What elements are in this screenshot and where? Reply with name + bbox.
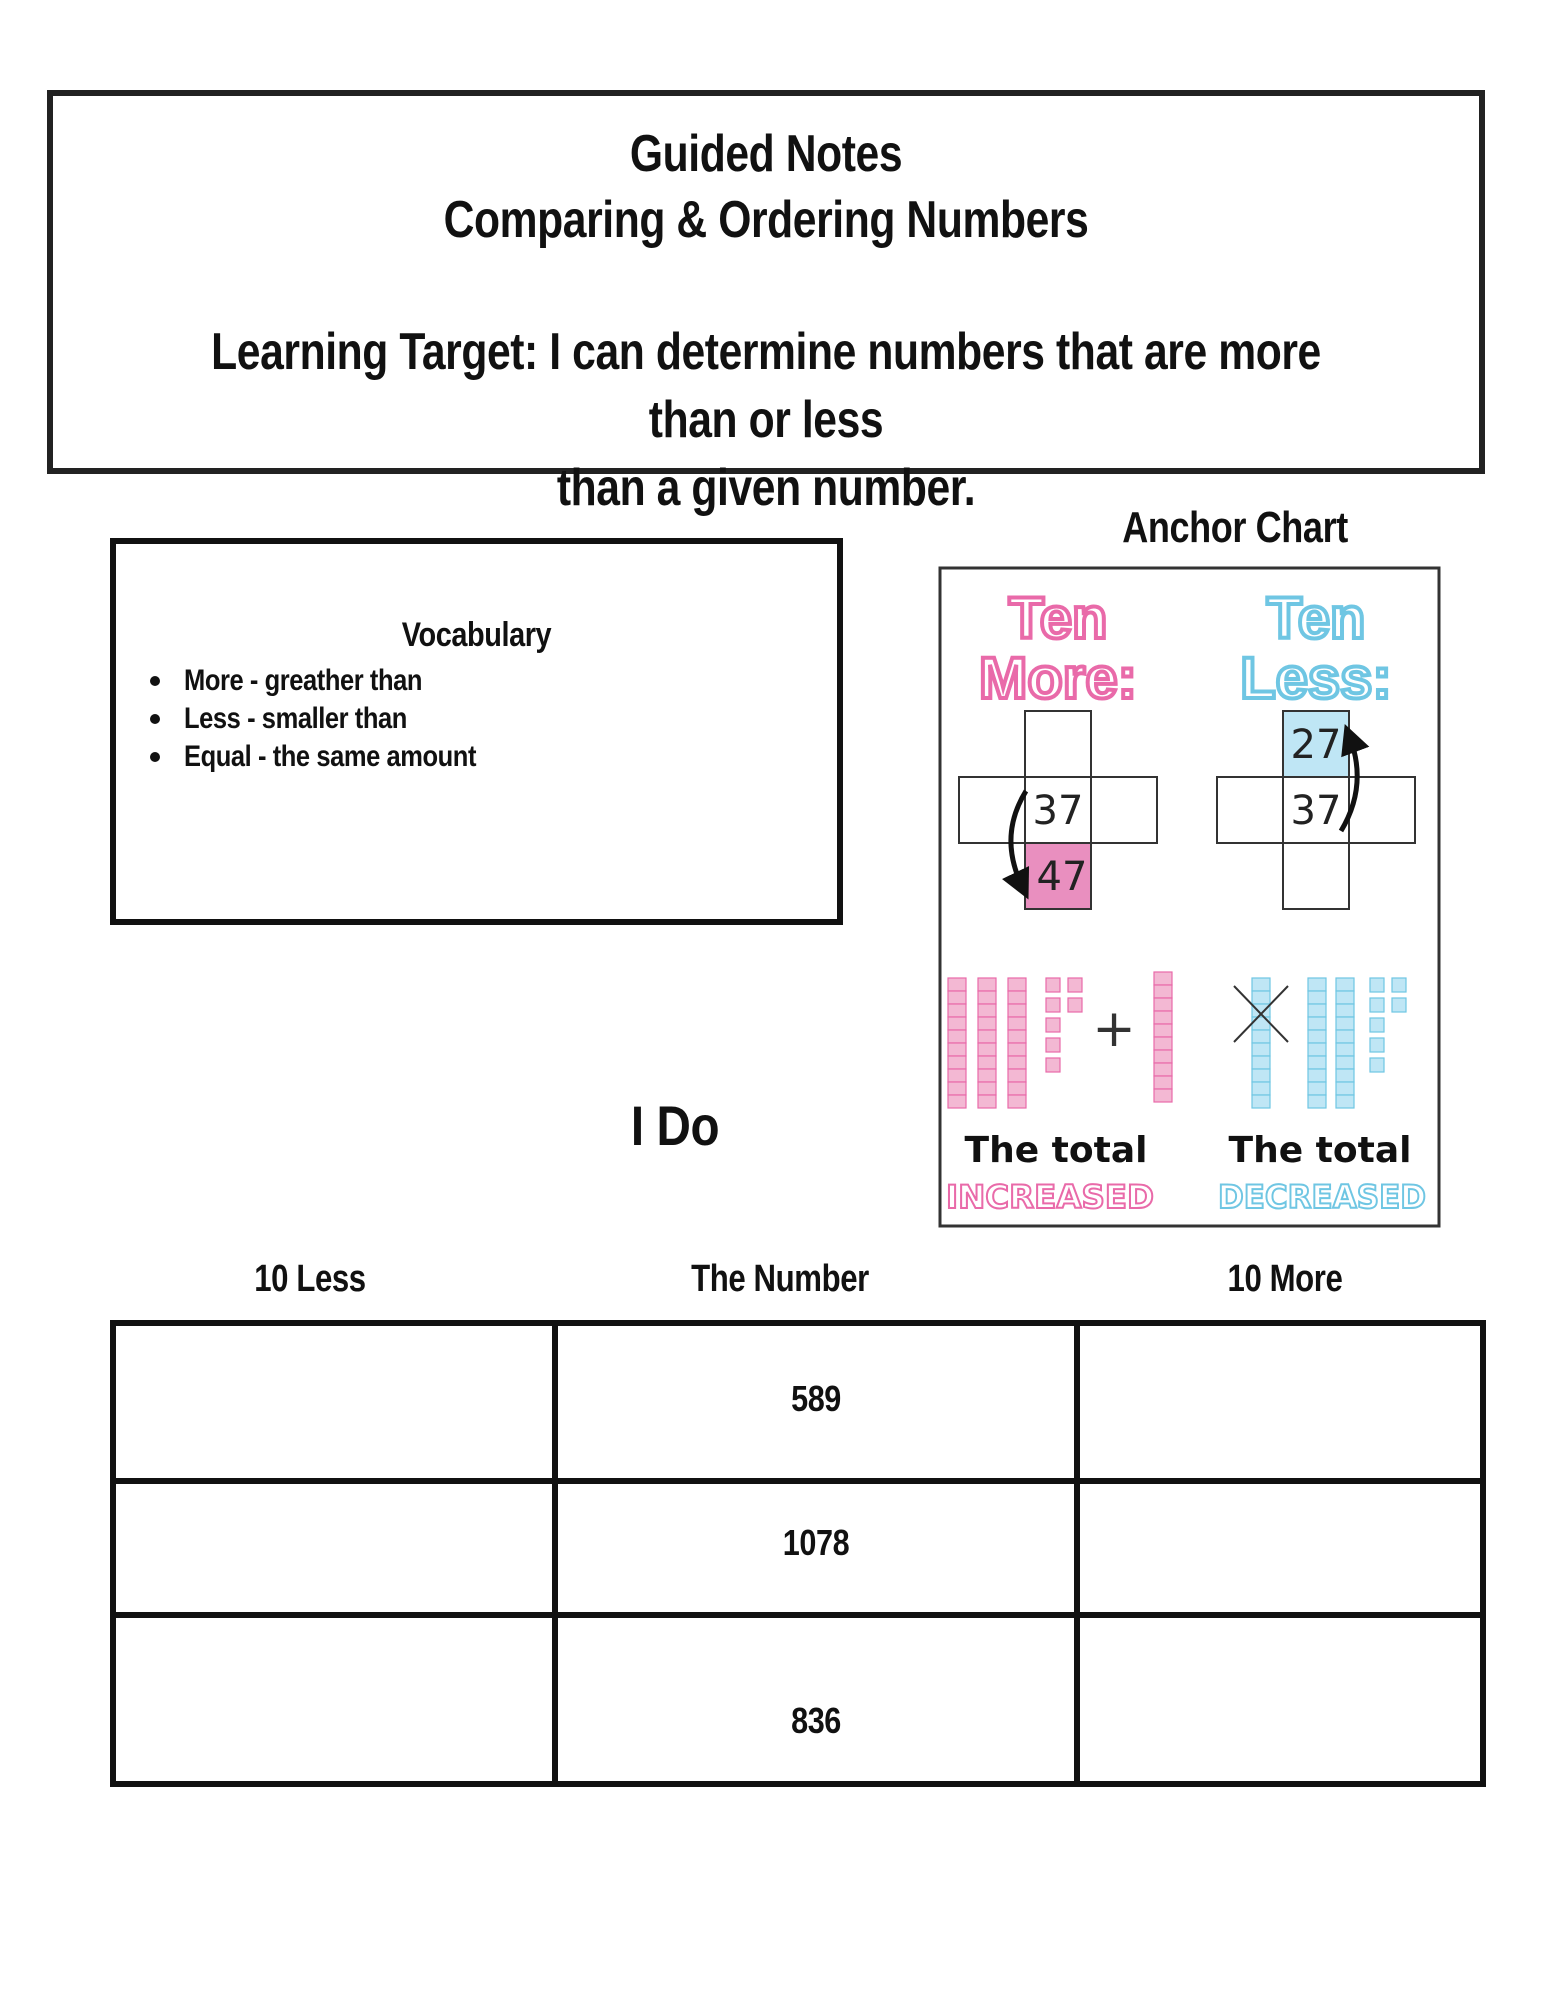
header-box	[47, 90, 1485, 517]
ten-more-center-number: 37	[1032, 788, 1084, 834]
column-header-10-more: 10 More	[1227, 1258, 1343, 1300]
section-title: I Do	[630, 1094, 720, 1157]
learning-target-line-2: than a given number.	[556, 459, 976, 517]
decreased-word: DECREASED	[1218, 1178, 1426, 1216]
vocabulary-item: More - greather than	[132, 662, 528, 700]
ten-more-result-number: 47	[1036, 854, 1088, 900]
vocabulary-box	[110, 538, 843, 925]
table-cell-number	[552, 1320, 1080, 1484]
increased-word: INCREASED	[946, 1178, 1154, 1216]
ten-more-heading-line-2: More:	[979, 646, 1137, 711]
answer-cell-10-less[interactable]	[110, 1612, 558, 1787]
bullet-icon	[150, 676, 160, 686]
comparison-table	[110, 1320, 1486, 1787]
table-cell-number	[552, 1612, 1080, 1787]
page-subtitle: Comparing & Ordering Numbers	[443, 191, 1089, 249]
anchor-chart-image	[938, 566, 1441, 1228]
anchor-chart-title: Anchor Chart	[1122, 503, 1348, 552]
ten-less-heading-line-1: Ten	[1266, 586, 1366, 651]
table-cell-number	[552, 1478, 1080, 1618]
ten-more-total-text: The total	[964, 1130, 1148, 1171]
learning-target-line-1: Learning Target: I can determine numbers that are more than or less	[211, 323, 1321, 449]
answer-cell-10-more[interactable]	[1074, 1612, 1486, 1787]
vocabulary-item: Equal - the same amount	[132, 738, 528, 776]
number-value: 836	[791, 1700, 841, 1741]
bullet-icon	[150, 752, 160, 762]
ten-less-heading-line-2: Less:	[1240, 646, 1392, 711]
answer-cell-10-more[interactable]	[1074, 1478, 1486, 1618]
ten-more-heading-line-1: Ten	[1008, 586, 1108, 651]
ten-less-total-text: The total	[1228, 1130, 1412, 1171]
bullet-icon	[150, 714, 160, 724]
column-header-the-number: The Number	[691, 1258, 869, 1300]
page-title: Guided Notes	[629, 125, 903, 183]
vocabulary-list	[132, 662, 528, 776]
plus-icon: +	[1092, 999, 1136, 1059]
number-value: 589	[791, 1378, 841, 1419]
answer-cell-10-less[interactable]	[110, 1320, 558, 1484]
learning-target	[190, 318, 1343, 522]
answer-cell-10-more[interactable]	[1074, 1320, 1486, 1484]
ten-less-center-number: 37	[1290, 788, 1342, 834]
ten-less-result-number: 27	[1290, 722, 1342, 768]
number-value: 1078	[782, 1522, 850, 1563]
vocabulary-item: Less - smaller than	[132, 700, 528, 738]
vocabulary-title: Vocabulary	[401, 616, 552, 654]
column-header-10-less: 10 Less	[254, 1258, 366, 1300]
answer-cell-10-less[interactable]	[110, 1478, 558, 1618]
